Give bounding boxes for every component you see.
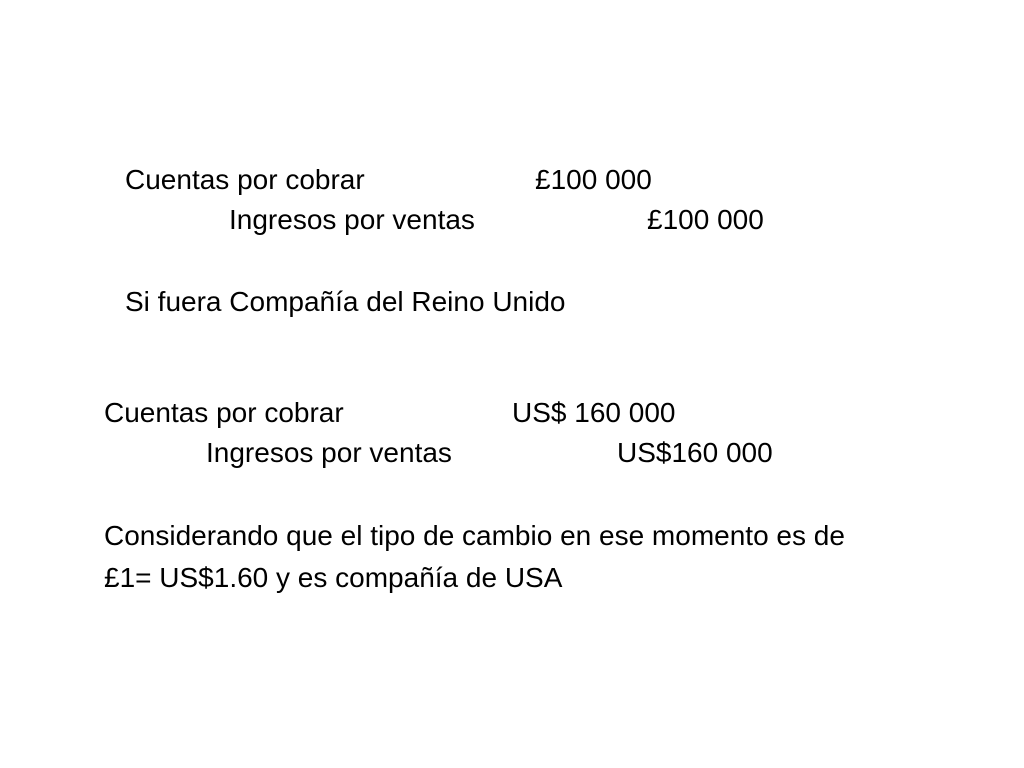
usa-caption: Considerando que el tipo de cambio en ese momento es de £1= US$1.60 y es compañía de USA (104, 520, 845, 593)
usa-debit-amount: US$ 160 000 (512, 397, 676, 428)
uk-credit-account: Ingresos por ventas (229, 204, 475, 235)
uk-caption: Si fuera Compañía del Reino Unido (125, 286, 566, 317)
uk-debit-amount: £100 000 (535, 164, 652, 195)
usa-debit-account: Cuentas por cobrar (104, 397, 344, 428)
uk-debit-account: Cuentas por cobrar (125, 164, 365, 195)
usa-credit-account: Ingresos por ventas (206, 437, 452, 468)
usa-credit-amount: US$160 000 (617, 437, 773, 468)
uk-credit-amount: £100 000 (647, 204, 764, 235)
